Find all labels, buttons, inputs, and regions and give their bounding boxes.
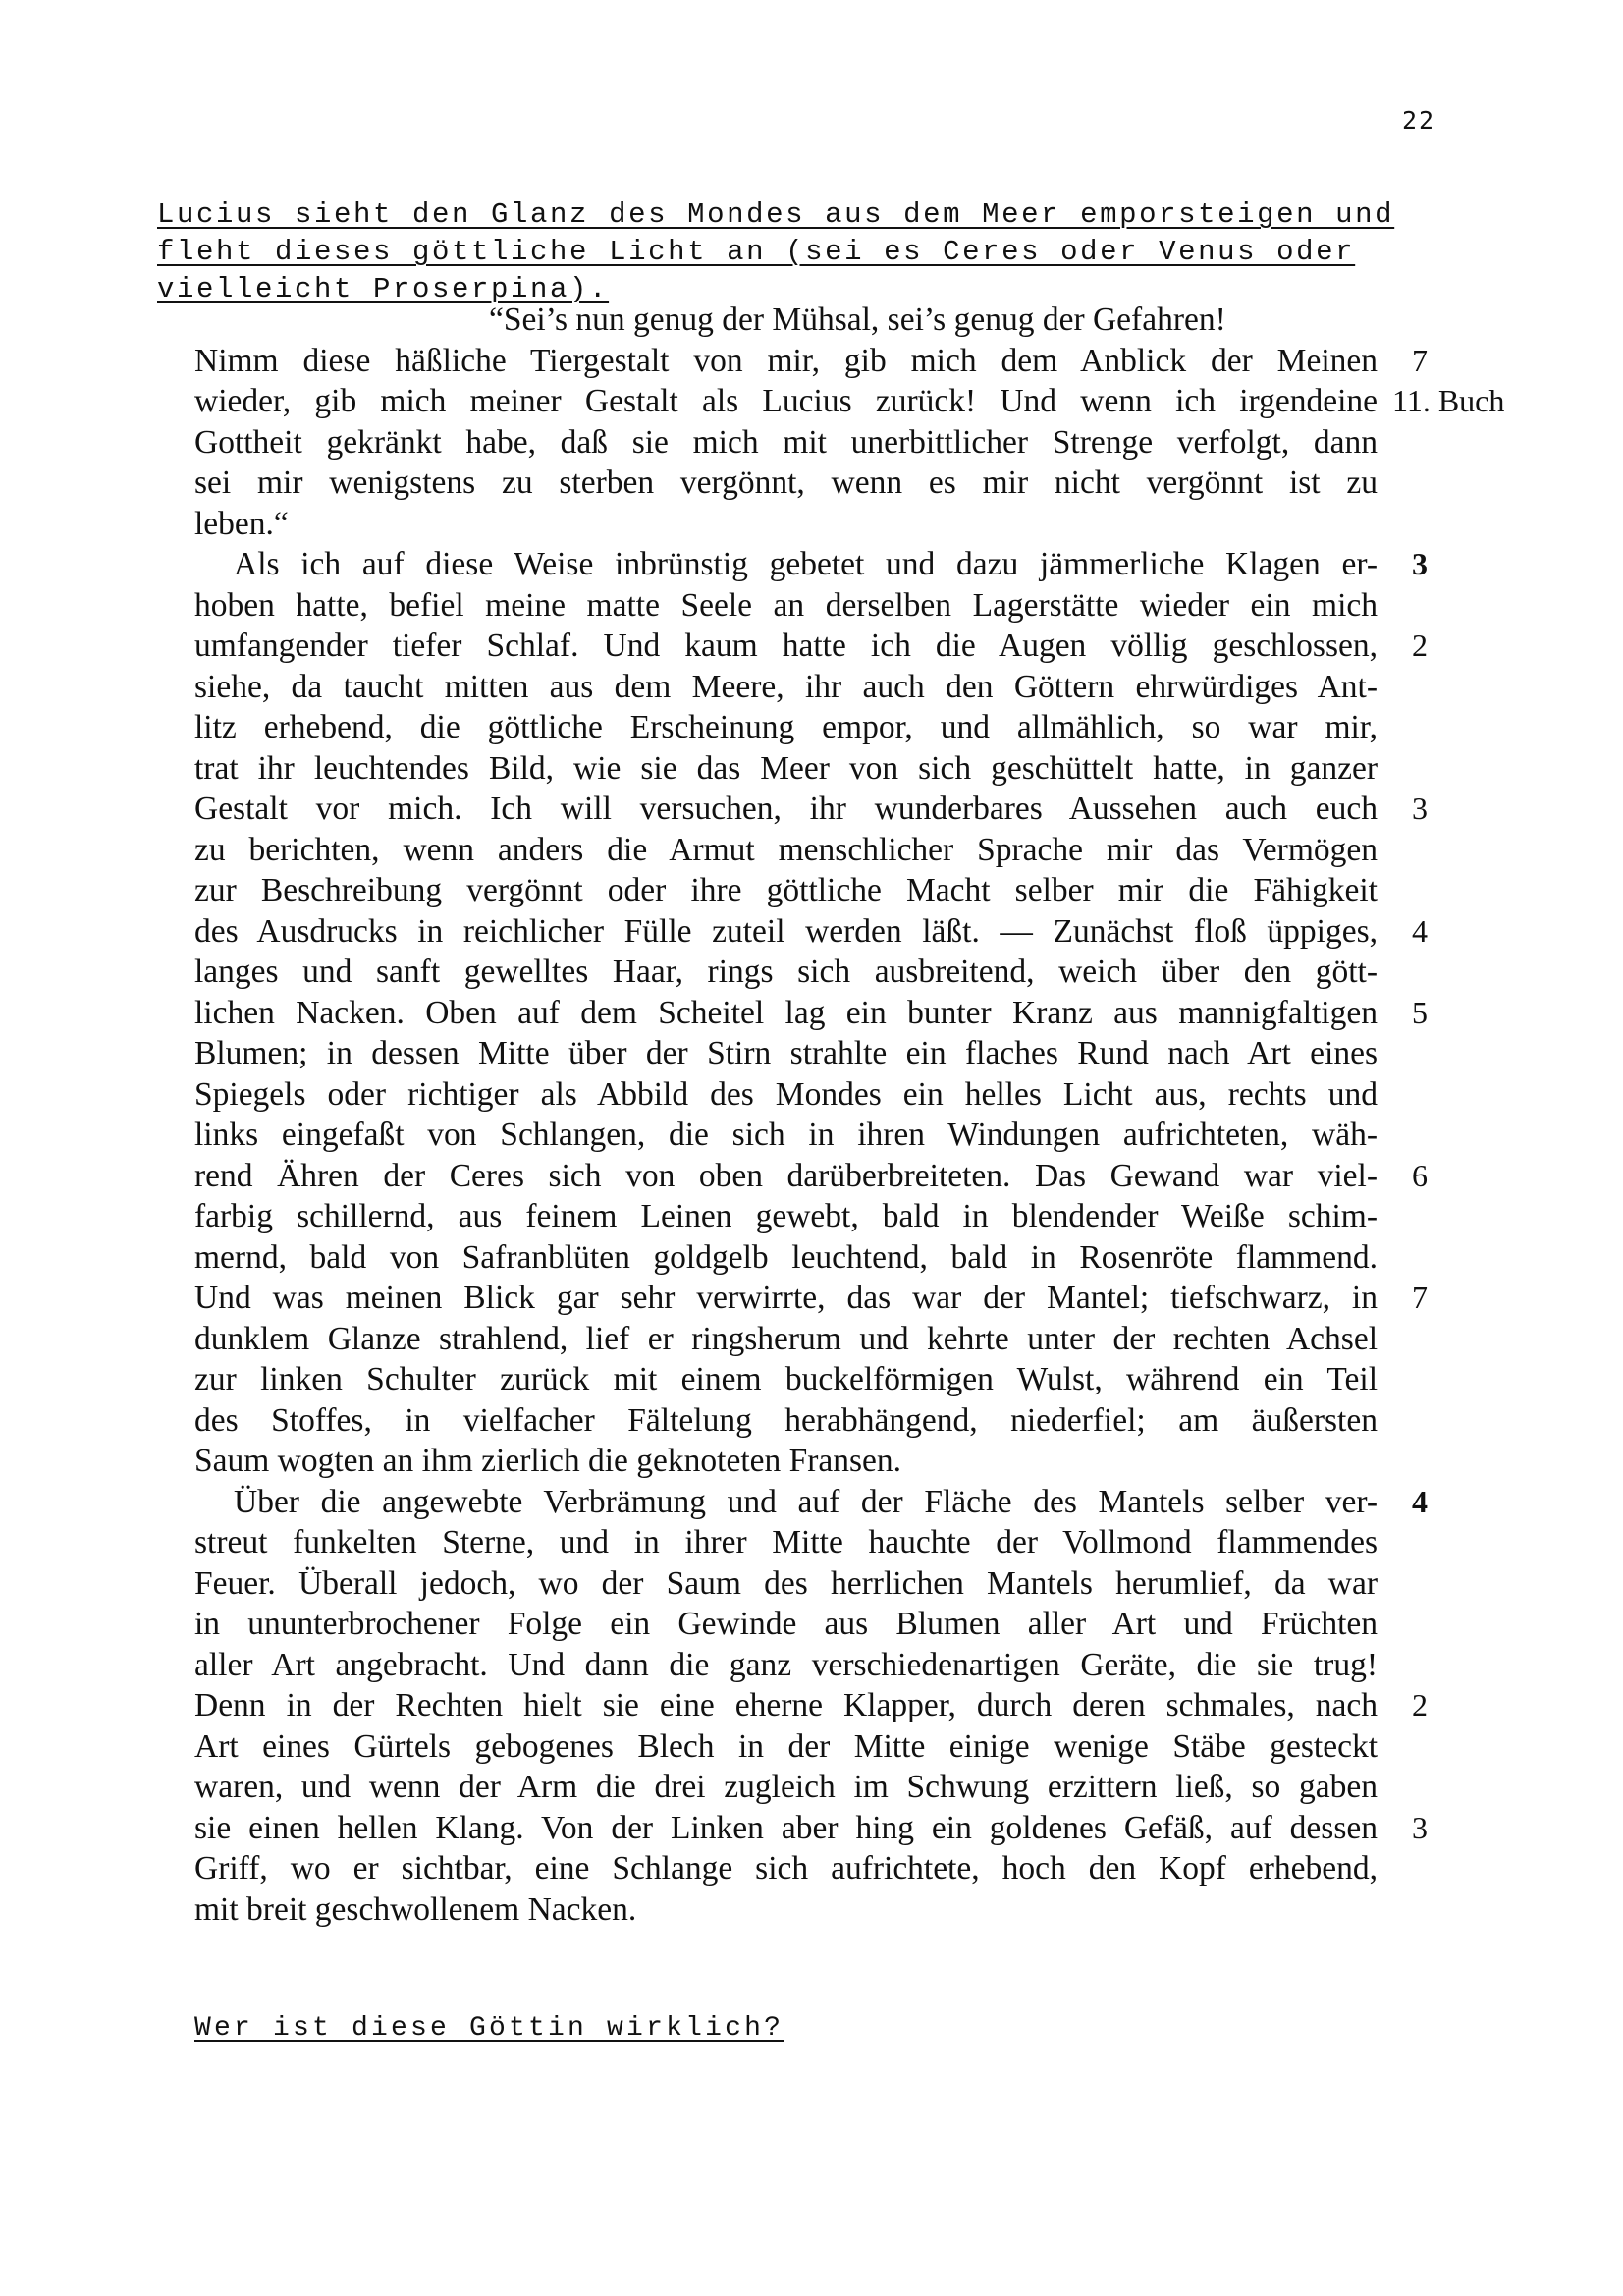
book-marker: 11. Buch — [1392, 383, 1505, 418]
question-prompt: Wer ist diese Göttin wirklich? — [194, 2013, 784, 2044]
text-line: Über die angewebte Verbrämung und auf der Fläche des Mantels selber ver- — [234, 1483, 1378, 1520]
margin-verse-number: 2 — [1412, 628, 1428, 663]
text-line: lichen Nacken. Oben auf dem Scheitel lag ein bunter Kranz aus mannigfaltigen — [194, 994, 1378, 1031]
text-line: des Stoffes, in vielfacher Fältelung herabhängend, niederfiel; am äußersten — [194, 1401, 1378, 1439]
text-line: mernd, bald von Safranblüten goldgelb leuchtend, bald in Rosenröte flammend. — [194, 1238, 1378, 1276]
text-line: Feuer. Überall jedoch, wo der Saum des herrlichen Mantels herumlief, da war — [194, 1564, 1378, 1602]
text-line: hoben hatte, befiel meine matte Seele an derselben Lagerstätte wieder ein mich — [194, 586, 1378, 624]
text-line: mit breit geschwollenem Nacken. — [194, 1890, 637, 1928]
text-line: Gottheit gekränkt habe, daß sie mich mit unerbittlicher Strenge verfolgt, dann — [194, 423, 1378, 461]
text-line: Saum wogten an ihm zierlich die geknoteten Fransen. — [194, 1443, 902, 1479]
text-line: dunklem Glanze strahlend, lief er ringsherum und kehrte unter der rechten Achsel — [194, 1320, 1378, 1357]
text-line: umfangender tiefer Schlaf. Und kaum hatte ich die Augen völlig geschlossen, — [194, 628, 1378, 664]
margin-verse-number: 3 — [1412, 1809, 1428, 1845]
text-line: Griff, wo er sichtbar, eine Schlange sich aufrichtete, hoch den Kopf erhebend, — [194, 1850, 1378, 1886]
text-line: zur linken Schulter zurück mit einem buckelförmigen Wulst, während ein Teil — [194, 1361, 1378, 1397]
text-line: Denn in der Rechten hielt sie eine eherne Klapper, durch deren schmales, nach — [194, 1687, 1378, 1723]
text-line: Spiegels oder richtiger als Abbild des Mondes ein helles Licht aus, rechts und — [194, 1075, 1378, 1113]
intro-line: fleht dieses göttliche Licht an (sei es Ceres oder Venus oder — [157, 236, 1356, 268]
margin-verse-number: 2 — [1412, 1687, 1428, 1722]
text-line: Gestalt vor mich. Ich will versuchen, ihr wunderbares Aussehen auch euch — [194, 791, 1378, 827]
margin-verse-number: 3 — [1412, 791, 1428, 826]
text-line: in ununterbrochener Folge ein Gewinde aus Blumen aller Art und Früchten — [194, 1606, 1378, 1642]
margin-verse-number: 3 — [1412, 546, 1428, 581]
text-line: sei mir wenigstens zu sterben vergönnt, wenn es mir nicht vergönnt ist zu — [194, 465, 1378, 501]
text-line: wieder, gib mich meiner Gestalt als Lucius zurück! Und wenn ich irgendeine — [194, 383, 1378, 419]
text-line: aller Art angebracht. Und dann die ganz verschiedenartigen Geräte, die sie trug! — [194, 1646, 1378, 1683]
text-line: litz erhebend, die göttliche Erscheinung empor, und allmählich, so war mir, — [194, 709, 1378, 745]
intro-line: Lucius sieht den Glanz des Mondes aus dem Meer emporsteigen und — [157, 198, 1395, 231]
page-number: 22 — [1402, 106, 1436, 135]
text-line: trat ihr leuchtendes Bild, wie sie das Meer von sich geschüttelt hatte, in ganzer — [194, 749, 1378, 787]
text-line: Art eines Gürtels gebogenes Blech in der Mitte einige wenige Stäbe gesteckt — [194, 1727, 1378, 1765]
text-line: siehe, da taucht mitten aus dem Meere, ihr auch den Göttern ehrwürdiges Ant- — [194, 668, 1378, 705]
text-line: leben.“ — [194, 505, 289, 542]
text-line: zur Beschreibung vergönnt oder ihre göttliche Macht selber mir die Fähigkeit — [194, 872, 1378, 908]
text-line: zu berichten, wenn anders die Armut menschlicher Sprache mir das Vermögen — [194, 831, 1378, 868]
margin-verse-number: 4 — [1412, 912, 1428, 949]
text-line: farbig schillernd, aus feinem Leinen gewebt, bald in blendender Weiße schim- — [194, 1198, 1378, 1234]
text-line: langes und sanft gewelltes Haar, rings sich ausbreitend, weich über den gött- — [194, 954, 1378, 990]
text-line: des Ausdrucks in reichlicher Fülle zuteil werden läßt. — Zunächst floß üppiges, — [194, 912, 1378, 950]
intro-line: vielleicht Proserpina). — [157, 273, 610, 305]
text-line: Als ich auf diese Weise inbrünstig gebetet und dazu jämmerliche Klagen er- — [234, 546, 1378, 582]
text-line: streut funkelten Sterne, und in ihrer Mitte hauchte der Vollmond flammendes — [194, 1524, 1378, 1560]
margin-verse-number: 7 — [1412, 342, 1428, 378]
text-line: “Sei’s nun genug der Mühsal, sei’s genug der Gefahren! — [489, 301, 1226, 338]
text-line: links eingefaßt von Schlangen, die sich in ihren Windungen aufrichteten, wäh- — [194, 1117, 1378, 1153]
margin-verse-number: 7 — [1412, 1280, 1428, 1315]
text-line: Nimm diese häßliche Tiergestalt von mir, gib mich dem Anblick der Meinen — [194, 342, 1378, 379]
text-line: Und was meinen Blick gar sehr verwirrte, das war der Mantel; tiefschwarz, in — [194, 1280, 1378, 1316]
text-line: sie einen hellen Klang. Von der Linken aber hing ein goldenes Gefäß, auf dessen — [194, 1809, 1378, 1846]
text-line: Blumen; in dessen Mitte über der Stirn strahlte ein flaches Rund nach Art eines — [194, 1035, 1378, 1071]
text-line: rend Ähren der Ceres sich von oben darüberbreiteten. Das Gewand war viel- — [194, 1157, 1378, 1194]
margin-verse-number: 6 — [1412, 1157, 1428, 1193]
margin-verse-number: 5 — [1412, 994, 1428, 1030]
text-line: waren, und wenn der Arm die drei zugleich im Schwung erzittern ließ, so gaben — [194, 1769, 1378, 1805]
intro-summary — [157, 196, 1395, 308]
margin-verse-number: 4 — [1412, 1483, 1428, 1519]
